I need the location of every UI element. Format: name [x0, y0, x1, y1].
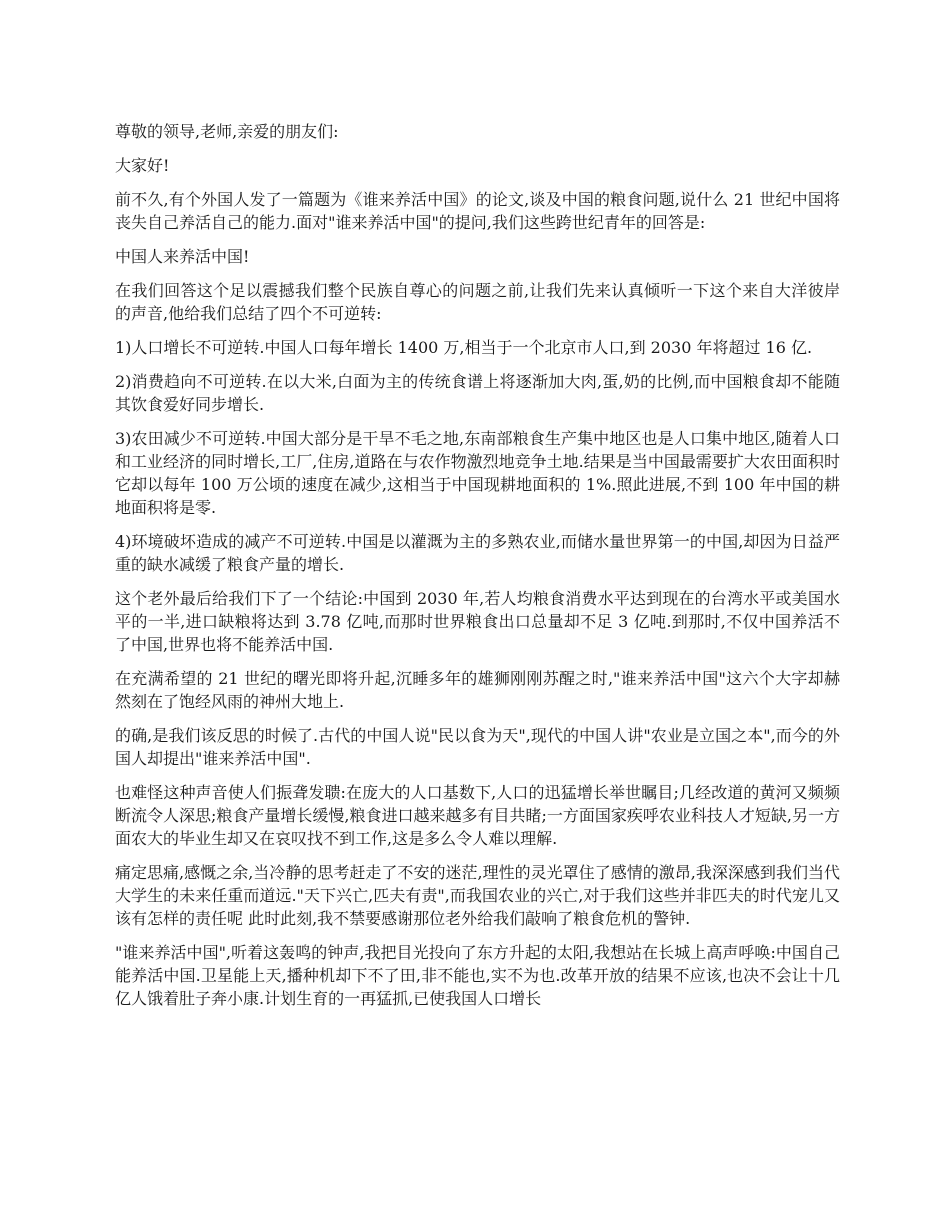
paragraph: 在充满希望的 21 世纪的曙光即将升起,沉睡多年的雄狮刚刚苏醒之时,"谁来养活中国"这六个大字却赫然刻在了饱经风雨的神州大地上.	[115, 669, 840, 711]
paragraph: 在我们回答这个足以震撼我们整个民族自尊心的问题之前,让我们先来认真倾听一下这个来自大洋彼岸的声音,他给我们总结了四个不可逆转:	[115, 281, 840, 323]
paragraph: 前不久,有个外国人发了一篇题为《谁来养活中国》的论文,谈及中国的粮食问题,说什么 21 世纪中国将丧失自己养活自己的能力.面对"谁来养活中国"的提问,我们这些跨世纪青年的回答是:	[115, 190, 840, 232]
salutation: 尊敬的领导,老师,亲爱的朋友们:	[115, 122, 339, 141]
greeting: 大家好!	[115, 156, 170, 175]
list-item: 2)消费趋向不可逆转.在以大米,白面为主的传统食谱上将逐渐加大肉,蛋,奶的比例,而中国粮食却不能随其饮食爱好同步增长.	[115, 372, 840, 414]
paragraph: 中国人来养活中国!	[115, 247, 250, 266]
paragraph: 的确,是我们该反思的时候了.古代的中国人说"民以食为天",现代的中国人讲"农业是立国之本",而今的外国人却提出"谁来养活中国".	[115, 726, 840, 768]
paragraph: 痛定思痛,感慨之余,当冷静的思考赶走了不安的迷茫,理性的灵光罩住了感情的激昂,我深深感到我们当代大学生的未来任重而道远."天下兴亡,匹夫有责",而我国农业的兴亡,对于我们这些并非匹夫的时代宠儿又该有怎样的责任呢 此时此刻,我不禁要感谢那位老外给我们敲响了粮食危机的警钟.	[115, 863, 840, 928]
paragraph: 这个老外最后给我们下了一个结论:中国到 2030 年,若人均粮食消费水平达到现在的台湾水平或美国水平的一半,进口缺粮将达到 3.78 亿吨,而那时世界粮食出口总量却不足 3 亿吨.到那时,不仅中国养活不了中国,世界也将不能养活中国.	[115, 589, 840, 654]
document-page	[115, 120, 840, 1021]
list-item: 4)环境破坏造成的减产不可逆转.中国是以灌溉为主的多熟农业,而储水量世界第一的中国,却因为日益严重的缺水减缓了粮食产量的增长.	[115, 532, 840, 574]
list-item: 3)农田减少不可逆转.中国大部分是干旱不毛之地,东南部粮食生产集中地区也是人口集中地区,随着人口和工业经济的同时增长,工厂,住房,道路在与农作物激烈地竞争土地.结果是当中国最需要扩大农田面积时它却以每年 100 万公顷的速度在减少,这相当于中国现耕地面积的 1%.照此进展,不到 100 年中国的耕地面积将是零.	[115, 429, 840, 517]
paragraph: "谁来养活中国",听着这轰鸣的钟声,我把目光投向了东方升起的太阳,我想站在长城上高声呼唤:中国自己能养活中国.卫星能上天,播种机却下不了田,非不能也,实不为也.改革开放的结果不应该,也决不会让十几亿人饿着肚子奔小康.计划生育的一再猛抓,已使我国人口增长	[115, 943, 840, 1008]
list-item: 1)人口增长不可逆转.中国人口每年增长 1400 万,相当于一个北京市人口,到 2030 年将超过 16 亿.	[115, 338, 813, 357]
paragraph: 也难怪这种声音使人们振聋发聩:在庞大的人口基数下,人口的迅猛增长举世瞩目;几经改道的黄河又频频断流令人深思;粮食产量增长缓慢,粮食进口越来越多有目共睹;一方面国家疾呼农业科技人才短缺,另一方面农大的毕业生却又在哀叹找不到工作,这是多么令人难以理解.	[115, 783, 840, 848]
